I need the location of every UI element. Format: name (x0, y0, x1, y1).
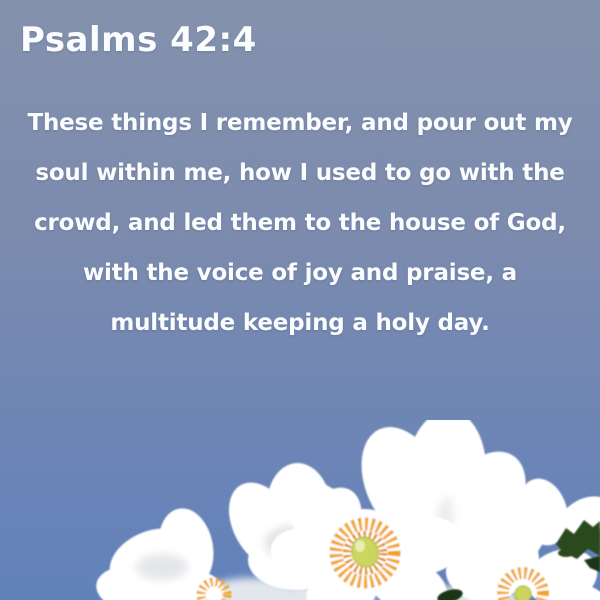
right-flower-pistil (515, 586, 531, 600)
verse-line: multitude keeping a holy day. (110, 310, 490, 336)
flower-left (93, 504, 227, 600)
verse-reference-title: Psalms 42:4 (20, 20, 257, 60)
verse-line: with the voice of joy and praise, a (82, 260, 518, 286)
white-anemone-flowers-photo (0, 420, 600, 600)
verse-line: crowd, and led them to the house of God, (34, 210, 566, 236)
verse-line: These things I remember, and pour out my (27, 110, 573, 136)
verse-line: soul within me, how I used to go with the (35, 160, 565, 186)
verse-text (0, 98, 600, 348)
